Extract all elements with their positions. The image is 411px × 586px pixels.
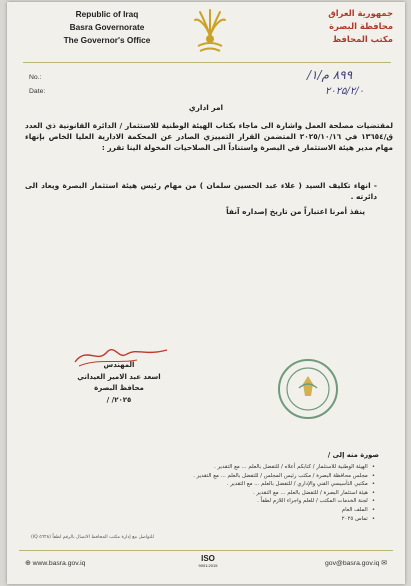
cc-item: • لجنة الخدمات المكتب / للعلم واجراء اللازم لطفاً . xyxy=(257,498,375,505)
globe-icon: ⊕ xyxy=(25,560,33,567)
signatory-name: اسعد عبد الامير العيداني xyxy=(77,372,161,381)
header-en-country: Republic of Iraq xyxy=(75,9,139,19)
iso-badge xyxy=(193,554,223,568)
header-english xyxy=(37,8,177,47)
header-ar-office: مكتب المحافظ xyxy=(332,34,393,44)
contact-note: للتواصل مع إدارة مكتب المحافظ الاتصال بالرقم لطفاً (٥٦٢٨ IQ) xyxy=(31,535,154,540)
footer-website[interactable]: ⊕ www.basra.gov.iq xyxy=(25,560,86,567)
signatory-block xyxy=(63,360,175,406)
header-arabic xyxy=(265,7,393,46)
body-item: - انهاء تكليف السيد ( علاء عبد الحسين سلمان ) من مهام رئيس هيئة استثمار البصرة ويعاد الى دائرته . xyxy=(25,181,377,201)
document-title: امر اداري xyxy=(188,103,224,112)
body-closing: ينفذ أمرنا اعتباراً من تاريخ إصداره آنفاً xyxy=(226,207,365,216)
document-page xyxy=(7,2,405,584)
cc-item: • هيئة استثمار البصرة / للتفضل بالعلم ... مع التقدير . xyxy=(253,489,375,496)
footer-divider xyxy=(19,550,393,551)
cc-item: • الملف العام xyxy=(341,506,375,513)
header-ar-governorate: محافظة البصرة xyxy=(329,21,393,31)
cc-list xyxy=(135,463,375,523)
cc-item: • مجلس محافظة البصرة / مكتب رئيس المجلس / للتفضل بالعلم ... مع التقدير . xyxy=(193,472,375,479)
iso-cert: 9001:2015 xyxy=(198,563,218,568)
footer-email[interactable]: gov@basra.gov.iq ✉ xyxy=(325,560,387,567)
iso-label: ISO xyxy=(201,554,215,563)
official-stamp-icon xyxy=(277,358,339,420)
header-ar-country: جمهورية العراق xyxy=(328,8,393,18)
body-paragraph: لمقتضيات مصلحة العمل واشارة الى ماجاء بكتاب الهيئة الوطنية للاستثمار / الدائرة القانونية ذي العدد ق/١٣٦٥٤ في ٢٠٢٥/١٠/١٦ المتضمن القرار التمييزي الصادر عن المحكمة الادارية العليا الخاص بإنهاء مهام مدير هيئة الاستثمار في البصرة واستناداً الى الصلاحيات المخولة الينا تقرر : xyxy=(25,121,393,152)
header-en-office: The Governor's Office xyxy=(63,35,151,45)
signatory-position: محافظ البصرة xyxy=(94,384,144,392)
number-label: No.: xyxy=(29,74,42,81)
handwritten-date: ۲۰۲۵/۲/۰ xyxy=(325,86,364,97)
signatory-title: المهندس xyxy=(103,361,135,369)
cc-item: • الهيئة الوطنية للاستثمار / كتابكم أعلاه / للتفضل بالعلم ... مع التقدير . xyxy=(214,464,375,470)
cc-item: • تماس ٢٠٢٥ xyxy=(341,515,375,522)
cc-item: • مكتبي التأسيسي الفني والإداري / للتفضل بالعلم ... مع التقدير . xyxy=(226,481,375,488)
header-en-governorate: Basra Governorate xyxy=(69,22,145,32)
email-icon: ✉ xyxy=(379,560,387,567)
signatory-date: ٢٠٢٥/ / xyxy=(106,395,132,404)
handwritten-number: ۸۹۹ م/۱/ xyxy=(307,68,353,82)
header-divider xyxy=(23,62,391,63)
governorate-emblem-icon xyxy=(192,6,228,54)
date-label: Date: xyxy=(29,88,46,95)
cc-title: صورة منه إلى / xyxy=(327,451,379,459)
